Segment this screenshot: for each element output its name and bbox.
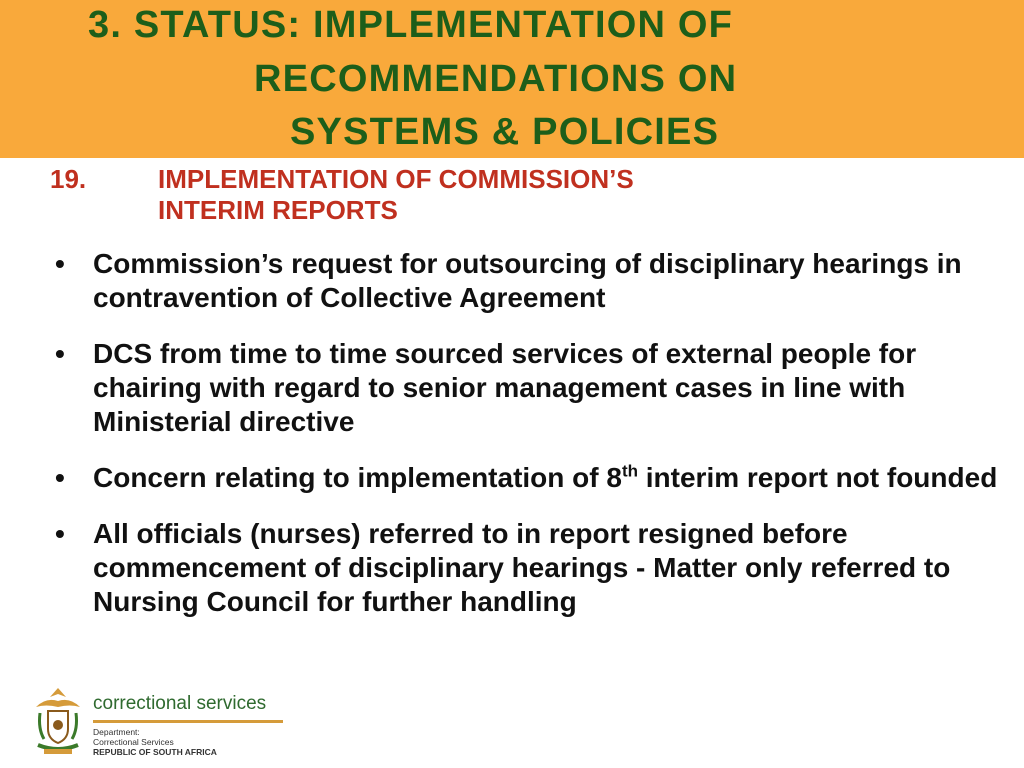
slide-title-line-2: RECOMMENDATIONS ON [254, 58, 738, 100]
title-banner [0, 0, 1024, 158]
bullet-list [55, 247, 1015, 641]
section-title [158, 164, 878, 226]
bullet-item [55, 337, 1015, 439]
bullet-text [93, 462, 997, 493]
slide-title-line-3: SYSTEMS & POLICIES [290, 111, 720, 153]
bullet-item [55, 461, 1015, 495]
logo-divider [93, 720, 283, 723]
bullet-marker: • [55, 462, 65, 493]
logo-country: REPUBLIC OF SOUTH AFRICA [93, 747, 217, 757]
section-number: 19. [50, 164, 87, 194]
bullet-marker: • [55, 248, 65, 279]
bullet-text-part: interim report not founded [637, 462, 998, 493]
bullet-marker: • [55, 338, 65, 369]
bullet-text-part: Concern relating to implementation of 8 [93, 462, 622, 493]
ordinal-superscript: th [621, 461, 638, 481]
section-title-line-2: INTERIM REPORTS [158, 195, 398, 225]
bullet-text: Commission’s request for outsourcing of disciplinary hearings in contravention of Collective Agreement [93, 248, 962, 313]
department-logo [30, 685, 270, 757]
slide-title-line-1: 3. STATUS: IMPLEMENTATION OF [88, 4, 734, 46]
logo-department-name: Correctional Services [93, 737, 174, 747]
bullet-item [55, 517, 1015, 619]
bullet-text: All officials (nurses) referred to in report resigned before commencement of disciplinary hearings - Matter only referred to Nursing Council for further handling [93, 518, 951, 617]
logo-title: correctional services [93, 693, 267, 714]
coat-of-arms-icon [30, 685, 86, 757]
logo-department-label: Department: [93, 727, 140, 737]
bullet-text: DCS from time to time sourced services of external people for chairing with regard to senior management cases in line with Ministerial directive [93, 338, 917, 437]
bullet-item [55, 247, 1015, 315]
section-title-line-1: IMPLEMENTATION OF COMMISSION’S [158, 164, 634, 194]
bullet-marker: • [55, 518, 65, 549]
